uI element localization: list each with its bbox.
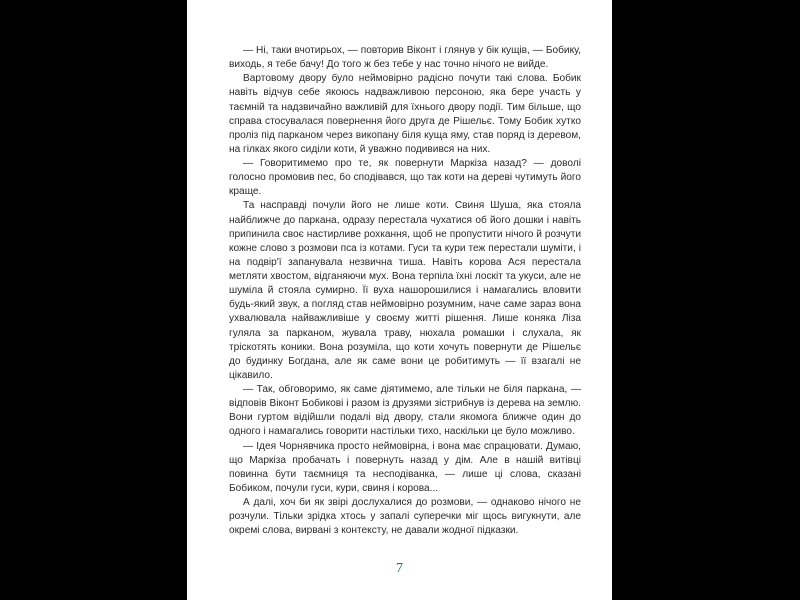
paragraph-4: Та насправді почули його не лише коти. Свиня Шуша, яка стояла найближче до паркана, одразу перестала чухатися об його дошки і навіть припинила своє настирливе рохкання, щоб не пропустити нічого й розчути кожне слово з розмови пса із котами. Гуси та кури теж перестали шуміти, і на подвір'ї запанувала незвична тиша. Навіть корова Ася перестала метляти хвостом, відганяючи мух. Вона терпіла їхні лоскіт та укуси, але не шуміла й стояла сумирно. Її вуха нашорошилися і намагались вловити будь-який звук, а погляд став неймовірно розумним, наче саме зараз вона ухвалювала найважливіше у своєму житті рішення. Лише коняка Ліза гуляла за парканом, жувала траву, нюхала ромашки і слухала, як тріскотять коники. Вона розуміла, що коти хочуть повернути де Рішельє до будинку Богдана, але як саме вони це робитимуть — її взагалі не цікавило.	[229, 200, 581, 381]
page-number: 7	[396, 561, 403, 576]
paragraph-3: — Говоритимемо про те, як повернути Маркіза назад? — доволі голосно промовив пес, бо сподівався, що так коти на дереві чутимуть його краще.	[229, 158, 581, 198]
page-body-text	[229, 44, 581, 538]
book-page	[187, 0, 612, 600]
paragraph-5: — Так, обговоримо, як саме діятимемо, але тільки не біля паркана, — відповів Віконт Бобикові і разом із друзями зістрибнув із дерева на землю. Вони гуртом відійшли подалі від двору, стали якомога ближче один до одного і намагались говорити настільки тихо, наскільки це було можливо.	[229, 384, 581, 438]
paragraph-7: А далі, хоч би як звірі дослухалися до розмови, — однаково нічого не розчули. Тільки зрідка хтось у запалі суперечки міг щось вигукнути, але окремі слова, вирвані з контексту, не давали жодної підказки.	[229, 497, 581, 537]
paragraph-2: Вартовому двору було неймовірно радісно почути такі слова. Бобик навіть відчув себе якоюсь надважливою персоною, яка бере участь у таємній та надзвичайно важливій для їхнього двору події. Тим більше, що справа стосувалася повернення його друга де Рішельє. Тому Бобик хутко проліз під парканом через викопану біля куща яму, став поряд із деревом, на гілках якого сиділи коти, й уважно подивився на них.	[229, 73, 581, 155]
paragraph-1: — Ні, таки вчотирьох, — повторив Віконт і глянув у бік кущів, — Бобику, виходь, я тебе бачу! До того ж без тебе у нас точно нічого не вийде.	[229, 45, 581, 71]
paragraph-6: — Ідея Чорнявчика просто неймовірна, і вона має спрацювати. Думаю, що Маркіза пробачать і повернуть назад у дім. Але в нашій витівці повинна бути таємниця та несподіванка, — лише ці слова, сказані Бобиком, почули гуси, кури, свиня і корова...	[229, 440, 581, 494]
